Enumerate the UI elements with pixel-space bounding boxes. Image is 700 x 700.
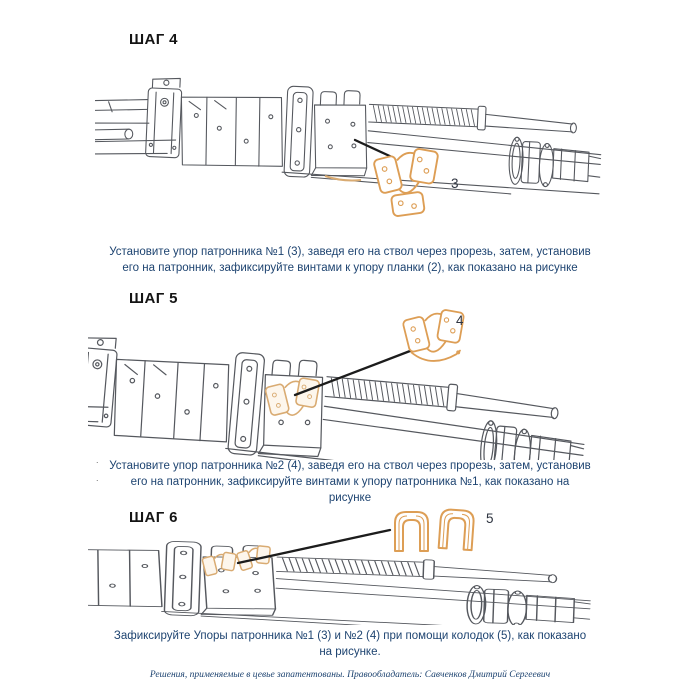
step-4-title: ШАГ 4 [129, 31, 178, 48]
chamber-support-part [402, 309, 464, 361]
instruction-line: Установите упор патронника №1 (3), заведя его на ствол через прорезь, затем, установив [109, 246, 591, 258]
rifle-line-drawing [88, 528, 592, 625]
instruction-line: Установите упор патронника №2 (4), заведя его на ствол через прорезь, затем, установив [109, 460, 591, 472]
rifle-line-drawing [95, 73, 603, 198]
patent-footer: Решения, применяемые в цевье запатентованы. Правообладатель: Савченков Дмитрий Сергеевич [149, 670, 551, 680]
rifle-line-drawing [88, 326, 590, 460]
instruction-line: рисунке [328, 492, 372, 504]
step-5-diagram [88, 305, 613, 460]
step-6-instruction [90, 628, 610, 660]
step-5-title: ШАГ 5 [129, 290, 178, 307]
installed-part-highlight [236, 545, 272, 571]
instruction-line: его на патронник, зафиксируйте винтами к упору планки (2), как показано на рисунке [122, 262, 578, 274]
retaining-clip [395, 512, 428, 551]
step-4-instruction [90, 244, 610, 276]
installed-part-highlight [202, 552, 236, 576]
instruction-line: его на патронник, зафиксируйте винтами к упору патронника №1, как показано на [130, 476, 570, 488]
step-6-title: ШАГ 6 [129, 509, 178, 526]
margin-mark: . [96, 473, 99, 483]
chamber-support-part [373, 148, 438, 216]
installed-part-highlight [265, 378, 320, 416]
step-4-diagram [95, 58, 605, 218]
callout-number: 3 [451, 176, 459, 191]
instruction-line: на рисунке. [319, 646, 381, 658]
instruction-line: Зафиксируйте Упоры патронника №1 (3) и №2 (4) при помощи колодок (5), как показано [113, 630, 587, 642]
callout-number: 5 [486, 511, 494, 526]
margin-mark: . [96, 455, 99, 465]
callout-number: 4 [456, 313, 464, 328]
step-5-instruction [90, 455, 610, 506]
retaining-clip [439, 509, 475, 550]
